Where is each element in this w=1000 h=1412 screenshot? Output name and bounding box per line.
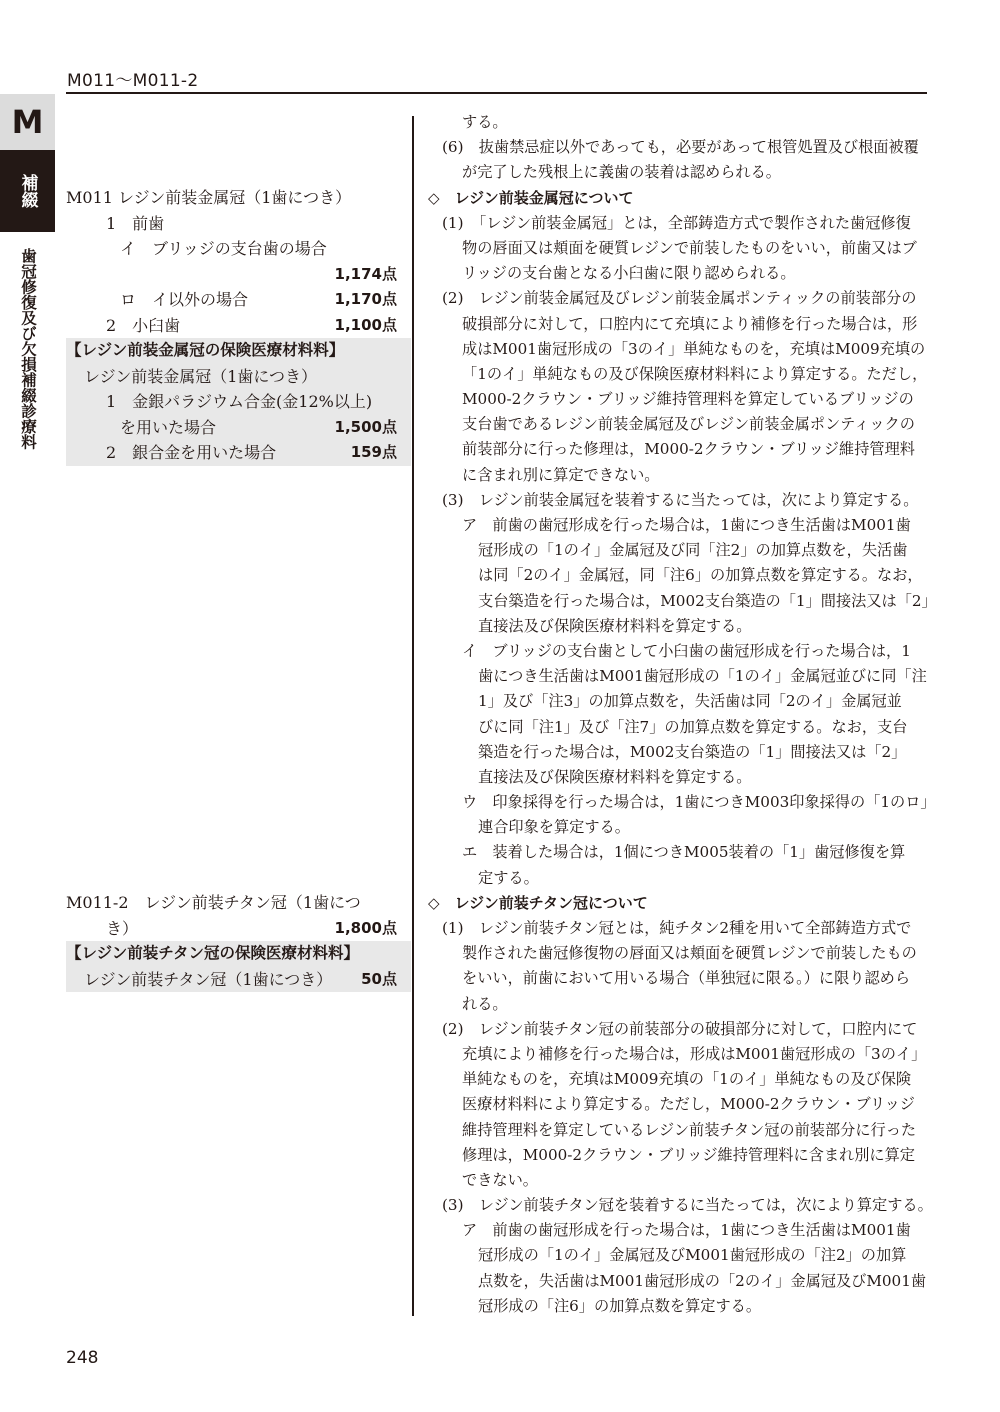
material-fee-box xyxy=(66,941,411,992)
text-line: 物の唇面又は頬面を硬質レジンで前装したものをいい，前歯又はブ xyxy=(462,238,917,257)
text-line: ウ 印象採得を行った場合は，1歯につきM003印象採得の「1のロ」 xyxy=(462,793,936,812)
text-line: できない。 xyxy=(462,1170,538,1189)
text-line: (6) 抜歯禁忌症以外であっても，必要があって根管処置及び根面被覆 xyxy=(442,138,919,157)
text-line: (1) 「レジン前装金属冠」とは，全部鋳造方式で製作された歯冠修復 xyxy=(442,213,911,232)
material-points: 159点 xyxy=(350,443,397,461)
text-line: は同「2のイ」金属冠，同「注6」の加算点数を算定する。なお， xyxy=(478,566,923,585)
text-line: 支台歯であるレジン前装金属冠及びレジン前装金属ポンティックの xyxy=(462,415,915,434)
m011-2-title-text-cont: き） xyxy=(106,918,139,938)
text-line: 支台築造を行った場合は，M002支台築造の「1」間接法又は「2」 xyxy=(478,591,937,610)
text-line: 直接法及び保険医療材料料を算定する。 xyxy=(478,767,752,786)
m011-title xyxy=(66,185,411,211)
text-line: する。 xyxy=(462,113,508,131)
text-line: 「1のイ」単純なもの及び保険医療材料料により算定する。ただし， xyxy=(462,364,928,383)
m011-2-title xyxy=(66,890,411,916)
chapter-letter-tab: M xyxy=(0,94,55,150)
material-label: レジン前装チタン冠（1歯につき） xyxy=(84,969,333,989)
text-line: 単純なものを，充填はM009充填の「1のイ」単純なもの及び保険 xyxy=(462,1070,912,1089)
m011-block xyxy=(66,185,411,466)
material-points: 50点 xyxy=(361,969,397,988)
column-divider xyxy=(412,116,414,1316)
material-fee-box xyxy=(66,338,411,466)
section-heading: ◇ レジン前装チタン冠について xyxy=(428,893,648,912)
text-line: 医療材料料により算定する。ただし，M000-2クラウン・ブリッジ xyxy=(462,1095,915,1114)
text-line: 冠形成の「1のイ」金属冠及び同「注2」の加算点数を，失活歯 xyxy=(478,541,908,560)
material-row xyxy=(66,440,411,466)
item-points: 1,100点 xyxy=(334,315,397,334)
m011-2-title-cont xyxy=(66,916,411,942)
item-points: 1,170点 xyxy=(334,290,397,308)
text-line: (1) レジン前装チタン冠とは，純チタン2種を用いて全部鋳造方式で xyxy=(442,919,912,937)
material-label: 2 銀合金を用いた場合 xyxy=(106,443,277,462)
text-line: 冠形成の「注6」の加算点数を算定する。 xyxy=(478,1296,762,1315)
m011-title-text: M011 レジン前装金属冠（1歯につき） xyxy=(66,188,352,207)
item-row xyxy=(66,287,411,313)
right-column xyxy=(428,110,937,1319)
text-line: 成はM001歯冠形成の「3のイ」単純なものを，充填はM009充填の xyxy=(462,339,926,358)
text-line: (2) レジン前装チタン冠の前装部分の破損部分に対して，口腔内にて xyxy=(442,1019,918,1038)
item-label: ロ イ以外の場合 xyxy=(120,290,249,309)
material-row xyxy=(66,389,411,415)
material-fee-heading: 【レジン前装金属冠の保険医療材料料】 xyxy=(66,341,345,359)
section-heading: ◇ レジン前装金属冠について xyxy=(428,188,634,207)
text-line: 定する。 xyxy=(478,868,539,887)
item-label: 1 前歯 xyxy=(106,213,165,233)
text-line: 破損部分に対して，口腔内にて充填により補修を行った場合は，形 xyxy=(462,314,918,333)
item-label: 2 小臼歯 xyxy=(106,315,181,335)
text-line: 連合印象を算定する。 xyxy=(478,818,630,837)
text-line: (3) レジン前装チタン冠を装着するに当たっては，次により算定する。 xyxy=(442,1196,933,1215)
item-label: イ ブリッジの支台歯の場合 xyxy=(120,239,327,258)
text-line: ア 前歯の歯冠形成を行った場合は，1歯につき生活歯はM001歯 xyxy=(462,1221,911,1240)
section2-body xyxy=(428,916,933,1319)
header-title: M011〜M011-2 xyxy=(67,71,199,91)
material-label: を用いた場合 xyxy=(120,417,217,437)
text-line: 充填により補修を行った場合は，形成はM001歯冠形成の「3のイ」 xyxy=(462,1044,927,1063)
text-line: リッジの支台歯となる小臼歯に限り認められる。 xyxy=(462,264,796,283)
page-number: 248 xyxy=(66,1348,99,1368)
m011-2-title-text: M011-2 レジン前装チタン冠（1歯につ xyxy=(66,893,361,912)
item-points: 1,174点 xyxy=(334,264,397,283)
m011-2-block xyxy=(66,890,411,992)
material-row xyxy=(66,415,411,441)
item-row xyxy=(66,313,411,339)
text-line: エ 装着した場合は，1個につきM005装着の「1」歯冠修復を算 xyxy=(462,843,906,862)
text-line: 1」及び「注3」の加算点数を，失活歯は同「2のイ」金属冠並 xyxy=(478,692,902,711)
text-line: をいい，前歯において用いる場合（単独冠に限る。）に限り認めら xyxy=(462,969,911,988)
text-line: M000-2クラウン・ブリッジ維持管理料を算定しているブリッジの xyxy=(462,390,914,409)
material-label: 1 金銀パラジウム合金(金12%以上) xyxy=(106,392,373,411)
header-rule xyxy=(66,92,927,94)
text-line: が完了した残根上に義歯の装着は認められる。 xyxy=(462,163,781,182)
material-fee-heading: 【レジン前装チタン冠の保険医療材料料】 xyxy=(66,944,359,962)
text-line: 直接法及び保険医療材料料を算定する。 xyxy=(478,616,752,635)
text-line: びに同「注1」及び「注7」の加算点数を算定する。なお，支台 xyxy=(478,717,908,736)
text-line: れる。 xyxy=(462,994,508,1013)
section1-body xyxy=(428,211,937,891)
text-line: 維持管理料を算定しているレジン前装チタン冠の前装部分に行った xyxy=(462,1120,917,1139)
text-line: 点数を，失活歯はM001歯冠形成の「2のイ」金属冠及びM001歯 xyxy=(478,1271,927,1290)
text-line: 冠形成の「1のイ」金属冠及びM001歯冠形成の「注2」の加算 xyxy=(478,1246,907,1265)
section-tab: 補綴 xyxy=(0,150,55,232)
item-row xyxy=(66,262,411,288)
item-row xyxy=(66,236,411,262)
material-label: レジン前装金属冠（1歯につき） xyxy=(84,366,318,386)
text-line: (2) レジン前装金属冠及びレジン前装金属ポンティックの前装部分の xyxy=(442,289,917,308)
text-line: 前装部分に行った修理は，M000-2クラウン・ブリッジ維持管理料 xyxy=(462,440,915,459)
text-line: (3) レジン前装金属冠を装着するに当たっては，次により算定する。 xyxy=(442,490,919,509)
material-points: 1,500点 xyxy=(334,417,397,436)
text-line: イ ブリッジの支台歯として小臼歯の歯冠形成を行った場合は，1 xyxy=(462,641,911,660)
item-points: 1,800点 xyxy=(334,918,397,937)
material-row xyxy=(66,967,411,993)
text-line: 修理は，M000-2クラウン・ブリッジ維持管理料に含まれ別に算定 xyxy=(462,1145,915,1164)
text-line: 築造を行った場合は，M002支台築造の「1」間接法又は「2」 xyxy=(478,742,907,761)
text-line: ア 前歯の歯冠形成を行った場合は，1歯につき生活歯はM001歯 xyxy=(462,516,911,534)
item-row xyxy=(66,211,411,237)
material-row xyxy=(66,364,411,390)
chapter-title-vertical: 歯冠修復及び欠損補綴診療料 xyxy=(19,248,37,450)
text-line: に含まれ別に算定できない。 xyxy=(462,465,660,484)
text-line: 製作された歯冠修復物の唇面又は頬面を硬質レジンで前装したもの xyxy=(462,944,917,963)
text-line: 歯につき生活歯はM001歯冠形成の「1のイ」金属冠並びに同「注 xyxy=(478,667,927,686)
